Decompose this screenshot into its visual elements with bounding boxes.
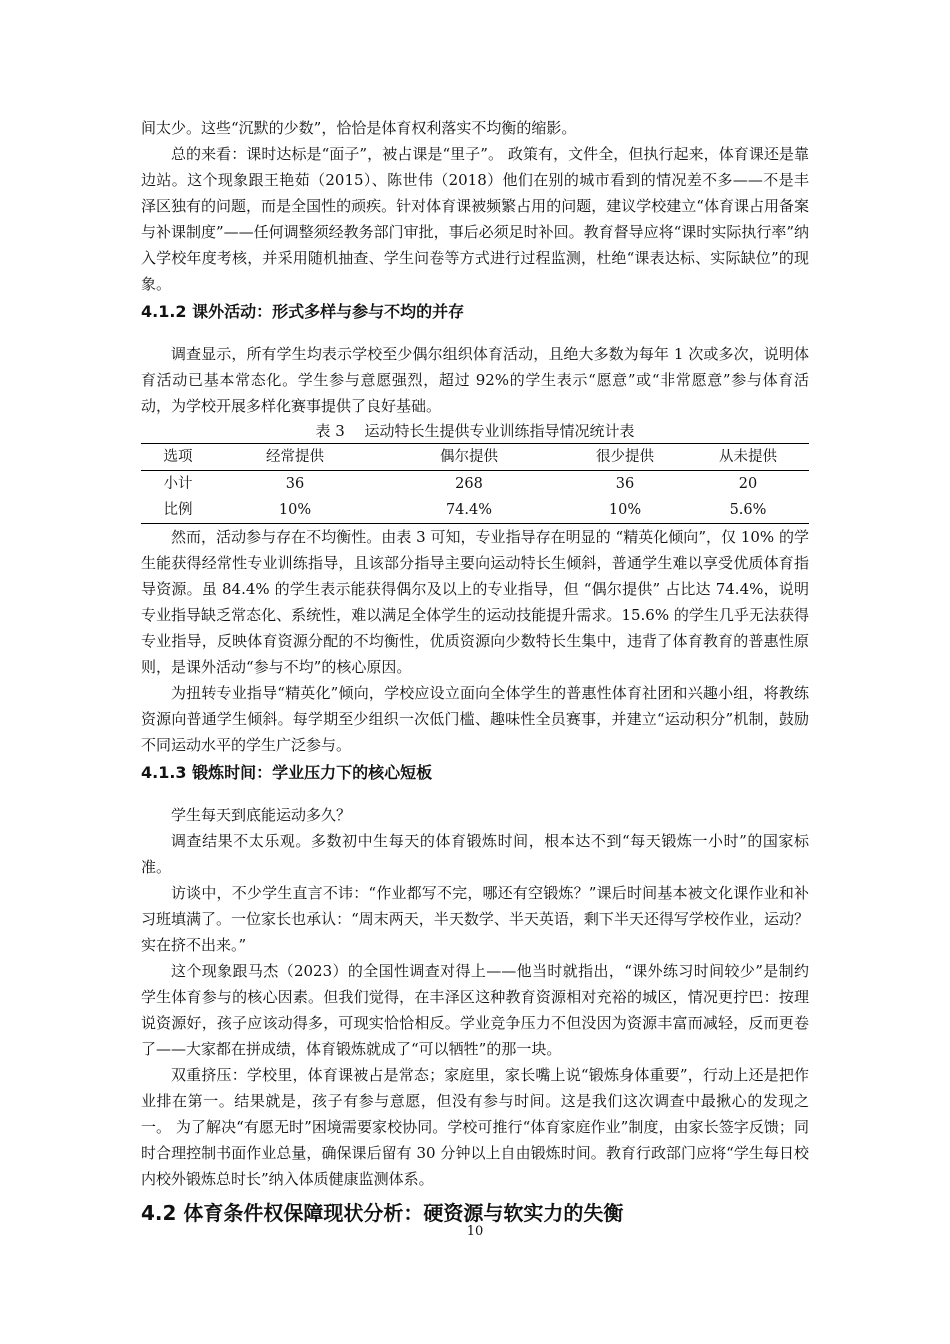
table-header-cell: 从未提供 [719,449,777,465]
table-caption: 表 3 运动特长生提供专业训练指导情况统计表 [315,422,635,440]
page-number: 10 [466,1224,484,1239]
table-cell: 10% [278,502,312,518]
paragraph: 双重挤压：学校里，体育课被占是常态；家庭里，家长嘴上说“锻炼身体重要”，行动上还是把作业排在第一。结果就是，孩子有参与意愿，但没有参与时间。这是我们这次调查中最揪心的发现之一。 为了解决“有愿无时”困境需要家校协同。学校可推行“体育家庭作业”制度，由家长签字反馈；同时合理控制书面作业总量，确保课后留有 30 分钟以上自由锻炼时间。教育行政部门应将“学生每日校内校外锻炼总时长”纳入体质健康监测体系。 [141,1066,809,1188]
paragraph: 调查结果不太乐观。多数初中生每天的体育锻炼时间，根本达不到“每天锻炼一小时”的国家标准。 [141,832,809,876]
table-cell: 74.4% [445,502,493,518]
table-cell: 36 [615,476,635,492]
paragraph: 访谈中，不少学生直言不讳：“作业都写不完，哪还有空锻炼？”课后时间基本被文化课作业和补习班填满了。一位家长也承认：“周末两天，半天数学、半天英语，剩下半天还得写学校作业，运动？实在挤不出来。” [141,884,809,954]
section-heading-4-1-2: 4.1.2 课外活动：形式多样与参与不均的并存 [141,302,465,321]
section-heading-4-2: 4.2 体育条件权保障现状分析：硬资源与软实力的失衡 [141,1201,624,1225]
paragraph: 这个现象跟马杰（2023）的全国性调查对得上——他当时就指出，“课外练习时间较少”是制约学生体育参与的核心因素。但我们觉得，在丰泽区这种教育资源相对充裕的城区，情况更拧巴：按理说资源好，孩子应该动得多，可现实恰恰相反。学业竞争压力不但没因为资源丰富而减轻，反而更卷了——大家都在拼成绩，体育锻炼就成了“可以牺牲”的那一块。 [141,962,809,1058]
data-table [141,443,809,524]
table-header-row [141,444,809,471]
section-heading-4-1-3: 4.1.3 锻炼时间：学业压力下的核心短板 [141,763,433,782]
paragraph: 调查显示，所有学生均表示学校至少偶尔组织体育活动，且绝大多数为每年 1 次或多次，说明体育活动已基本常态化。学生参与意愿强烈，超过 92%的学生表示“愿意”或“非常愿意”参与体育活动，为学校开展多样化赛事提供了良好基础。 [141,345,809,415]
paragraph: 为扭转专业指导“精英化”倾向，学校应设立面向全体学生的普惠性体育社团和兴趣小组，将教练资源向普通学生倾斜。每学期至少组织一次低门槛、趣味性全员赛事，并建立“运动积分”机制，鼓励不同运动水平的学生广泛参与。 [141,684,809,754]
main-content [141,115,809,1230]
spacer [141,327,809,341]
table-header-cell: 经常提供 [266,449,324,465]
table-header-cell: 偶尔提供 [440,449,498,465]
table-row [141,471,809,498]
table-cell: 比例 [163,502,193,518]
paragraph: 学生每天到底能运动多久？ [171,806,352,824]
table-header-cell: 很少提供 [596,449,654,465]
paragraph: 间太少。这些“沉默的少数”，恰恰是体育权利落实不均衡的缩影。 [141,119,577,137]
table-header-cell: 选项 [163,449,193,465]
table-cell: 10% [608,502,642,518]
table-cell: 5.6% [729,502,767,518]
table-cell: 小计 [163,476,193,492]
table-cell: 268 [455,476,483,492]
table-row [141,497,809,524]
table-cell: 20 [738,476,758,492]
paragraph: 然而，活动参与存在不均衡性。由表 3 可知，专业指导存在明显的 “精英化倾向”，仅 10% 的学生能获得经常性专业训练指导，且该部分指导主要向运动特长生倾斜，普通学生难以享受优质体育指导资源。虽 84.4% 的学生表示能获得偶尔及以上的专业指导，但 “偶尔提供” 占比达 74.4%，说明专业指导缺乏常态化、系统性，难以满足全体学生的运动技能提升需求。15.6% 的学生几乎无法获得专业指导，反映体育资源分配的不均衡性，优质资源向少数特长生集中，违背了体育教育的普惠性原则，是课外活动“参与不均”的核心原因。 [141,528,809,676]
table-cell: 36 [285,476,305,492]
spacer [141,788,809,802]
paragraph: 总的来看：课时达标是“面子”，被占课是“里子”。 政策有，文件全，但执行起来，体育课还是靠边站。这个现象跟王艳茹（2015）、陈世伟（2018）他们在别的城市看到的情况差不多——不是丰泽区独有的问题，而是全国性的顽疾。针对体育课被频繁占用的问题，建议学校建立“体育课占用备案与补课制度”——任何调整须经教务部门审批，事后必须足时补回。教育督导应将“课时实际执行率”纳入学校年度考核，并采用随机抽查、学生问卷等方式进行过程监测，杜绝“课表达标、实际缺位”的现象。 [141,145,810,293]
